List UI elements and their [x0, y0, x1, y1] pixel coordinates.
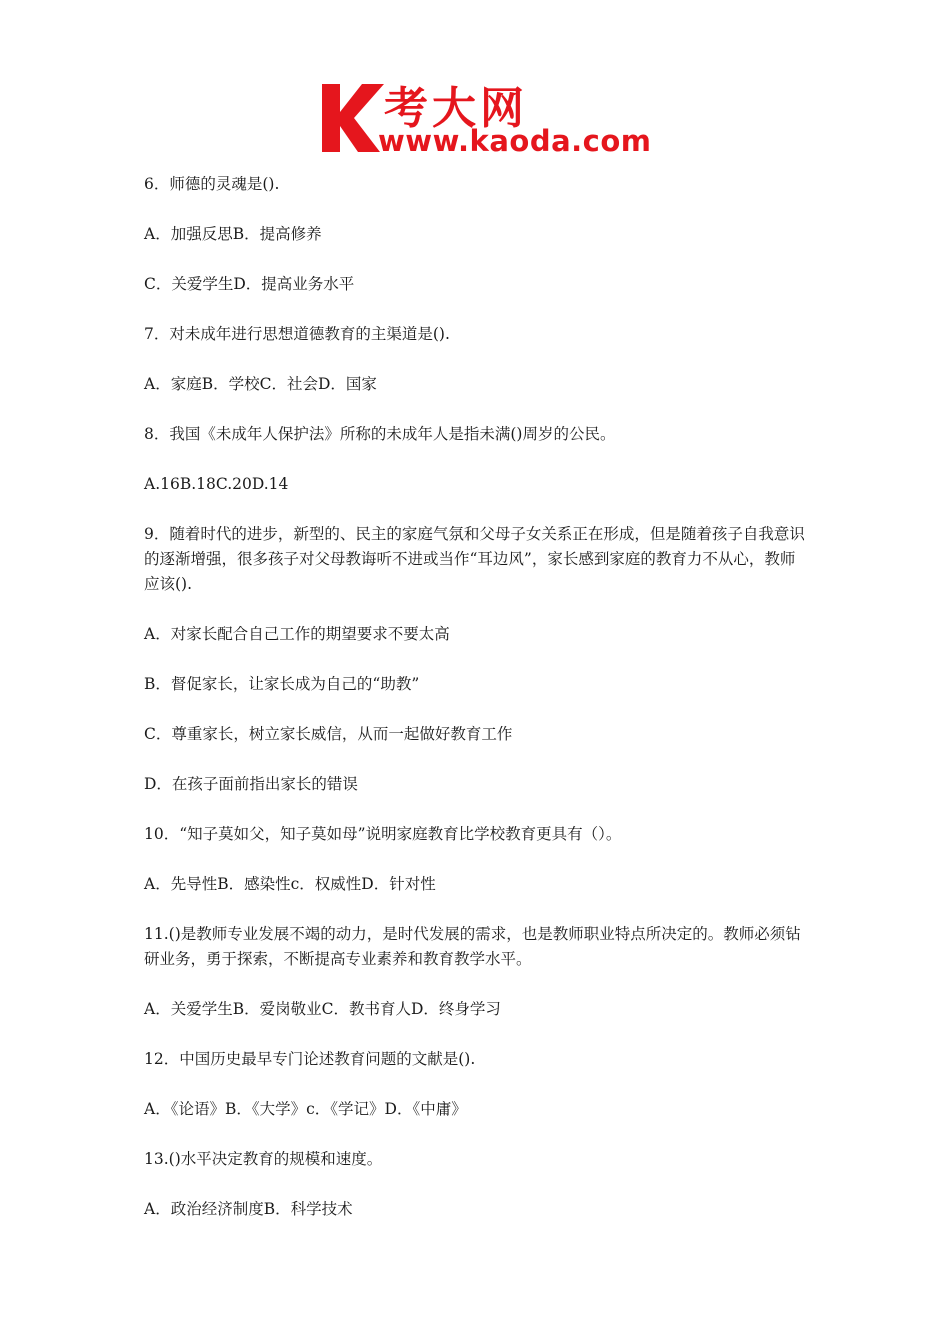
logo-url-text: www.kaoda.com — [378, 124, 652, 158]
question-11: 11.()是教师专业发展不竭的动力，是时代发展的需求，也是教师职业特点所决定的。教师必须钻研业务，勇于探索，不断提高专业素养和教育教学水平。 — [144, 925, 801, 968]
question-7: 7．对未成年进行思想道德教育的主渠道是(). — [144, 325, 450, 343]
question-12: 12．中国历史最早专门论述教育问题的文献是(). — [144, 1050, 476, 1068]
question-8: 8．我国《未成年人保护法》所称的未成年人是指未满()周岁的公民。 — [144, 425, 616, 443]
question-12-options: A．《论语》B．《大学》c．《学记》D．《中庸》 — [144, 1100, 467, 1118]
question-7-options: A．家庭B．学校C．社会D．国家 — [144, 375, 377, 393]
question-6-options-ab: A．加强反思B．提高修养 — [144, 225, 322, 243]
question-9: 9．随着时代的进步，新型的、民主的家庭气氛和父母子女关系正在形成，但是随着孩子自我意识的逐渐增强，很多孩子对父母教诲听不进或当作“耳边风”，家长感到家庭的教育力不从心，教师应该(). — [144, 525, 805, 593]
question-9-option-d: D．在孩子面前指出家长的错误 — [144, 775, 358, 793]
question-6: 6．师德的灵魂是(). — [144, 175, 280, 193]
question-13-options: A．政治经济制度B．科学技术 — [144, 1200, 353, 1218]
question-9-option-b: B．督促家长，让家长成为自己的“助教” — [144, 675, 420, 693]
document-body — [144, 172, 810, 1247]
question-10: 10．“知子莫如父，知子莫如母”说明家庭教育比学校教育更具有（）。 — [144, 825, 622, 843]
question-10-options: A．先导性B．感染性c．权威性D．针对性 — [144, 875, 436, 893]
logo-chinese-text: 考大网 — [384, 83, 528, 134]
question-13: 13.()水平决定教育的规模和速度。 — [144, 1150, 383, 1168]
question-8-options: A.16B.18C.20D.14 — [144, 475, 289, 493]
question-9-option-a: A．对家长配合自己工作的期望要求不要太高 — [144, 625, 450, 643]
question-6-options-cd: C．关爱学生D．提高业务水平 — [144, 275, 355, 293]
question-9-option-c: C．尊重家长，树立家长威信，从而一起做好教育工作 — [144, 725, 513, 743]
kaoda-logo — [318, 78, 652, 160]
question-11-options: A．关爱学生B．爱岗敬业C．教书育人D．终身学习 — [144, 1000, 501, 1018]
